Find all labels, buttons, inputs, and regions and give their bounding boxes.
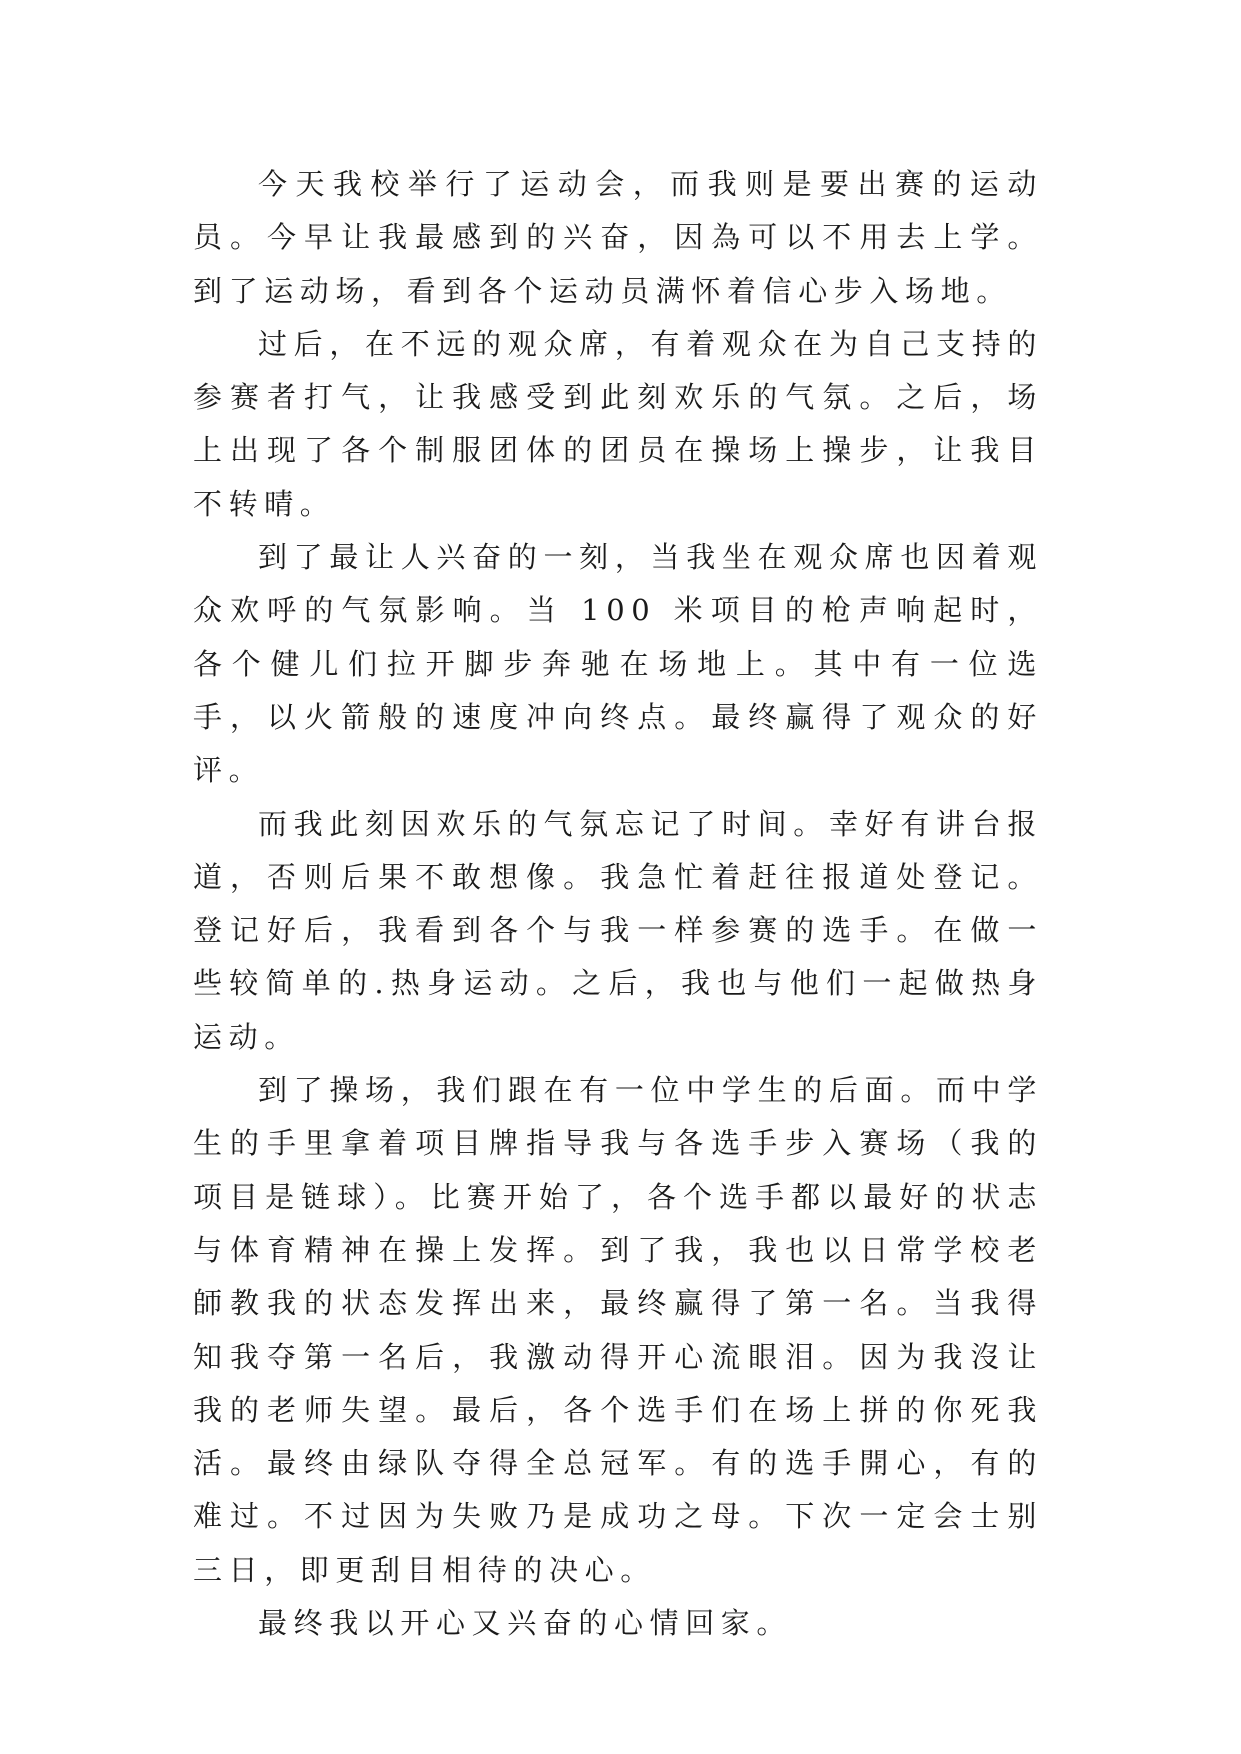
paragraph-4: 而我此刻因欢乐的气氛忘记了时间。幸好有讲台报道，否则后果不敢想像。我急忙着赶往报道处登记。登记好后，我看到各个与我一样参赛的选手。在做一些较简单的.热身运动。之后，我也与他们一起做热身运动。	[193, 806, 1043, 1054]
document-body	[193, 158, 1043, 1650]
paragraph-1: 今天我校举行了运动会，而我则是要出赛的运动员。今早让我最感到的兴奋，因為可以不用去上学。到了运动场，看到各个运动员满怀着信心步入场地。	[193, 167, 1043, 308]
paragraph-2: 过后，在不远的观众席，有着观众在为自己支持的参赛者打气，让我感受到此刻欢乐的气氛。之后，场上出现了各个制服团体的团员在操场上操步，让我目不转晴。	[193, 326, 1043, 521]
paragraph-5: 到了操场，我们跟在有一位中学生的后面。而中学生的手里拿着项目牌指导我与各选手步入赛场（我的项目是链球）。比赛开始了，各个选手都以最好的状志与体育精神在操上发挥。到了我，我也以日常学校老師教我的状态发挥出来，最终赢得了第一名。当我得知我夺第一名后，我激动得开心流眼泪。因为我沒让我的老师失望。最后，各个选手们在场上拼的你死我活。最终由绿队夺得全总冠军。有的选手開心，有的难过。不过因为失败乃是成功之母。下次一定会士别三日，即更刮目相待的决心。	[193, 1073, 1043, 1587]
paragraph-6: 最终我以开心又兴奋的心情回家。	[258, 1606, 793, 1641]
paragraph-3: 到了最让人兴奋的一刻，当我坐在观众席也因着观众欢呼的气氛影响。当 100 米项目的枪声响起时，各个健儿们拉开脚步奔驰在场地上。其中有一位选手，以火箭般的速度冲向终点。最终赢得了观众的好评。	[193, 540, 1043, 788]
